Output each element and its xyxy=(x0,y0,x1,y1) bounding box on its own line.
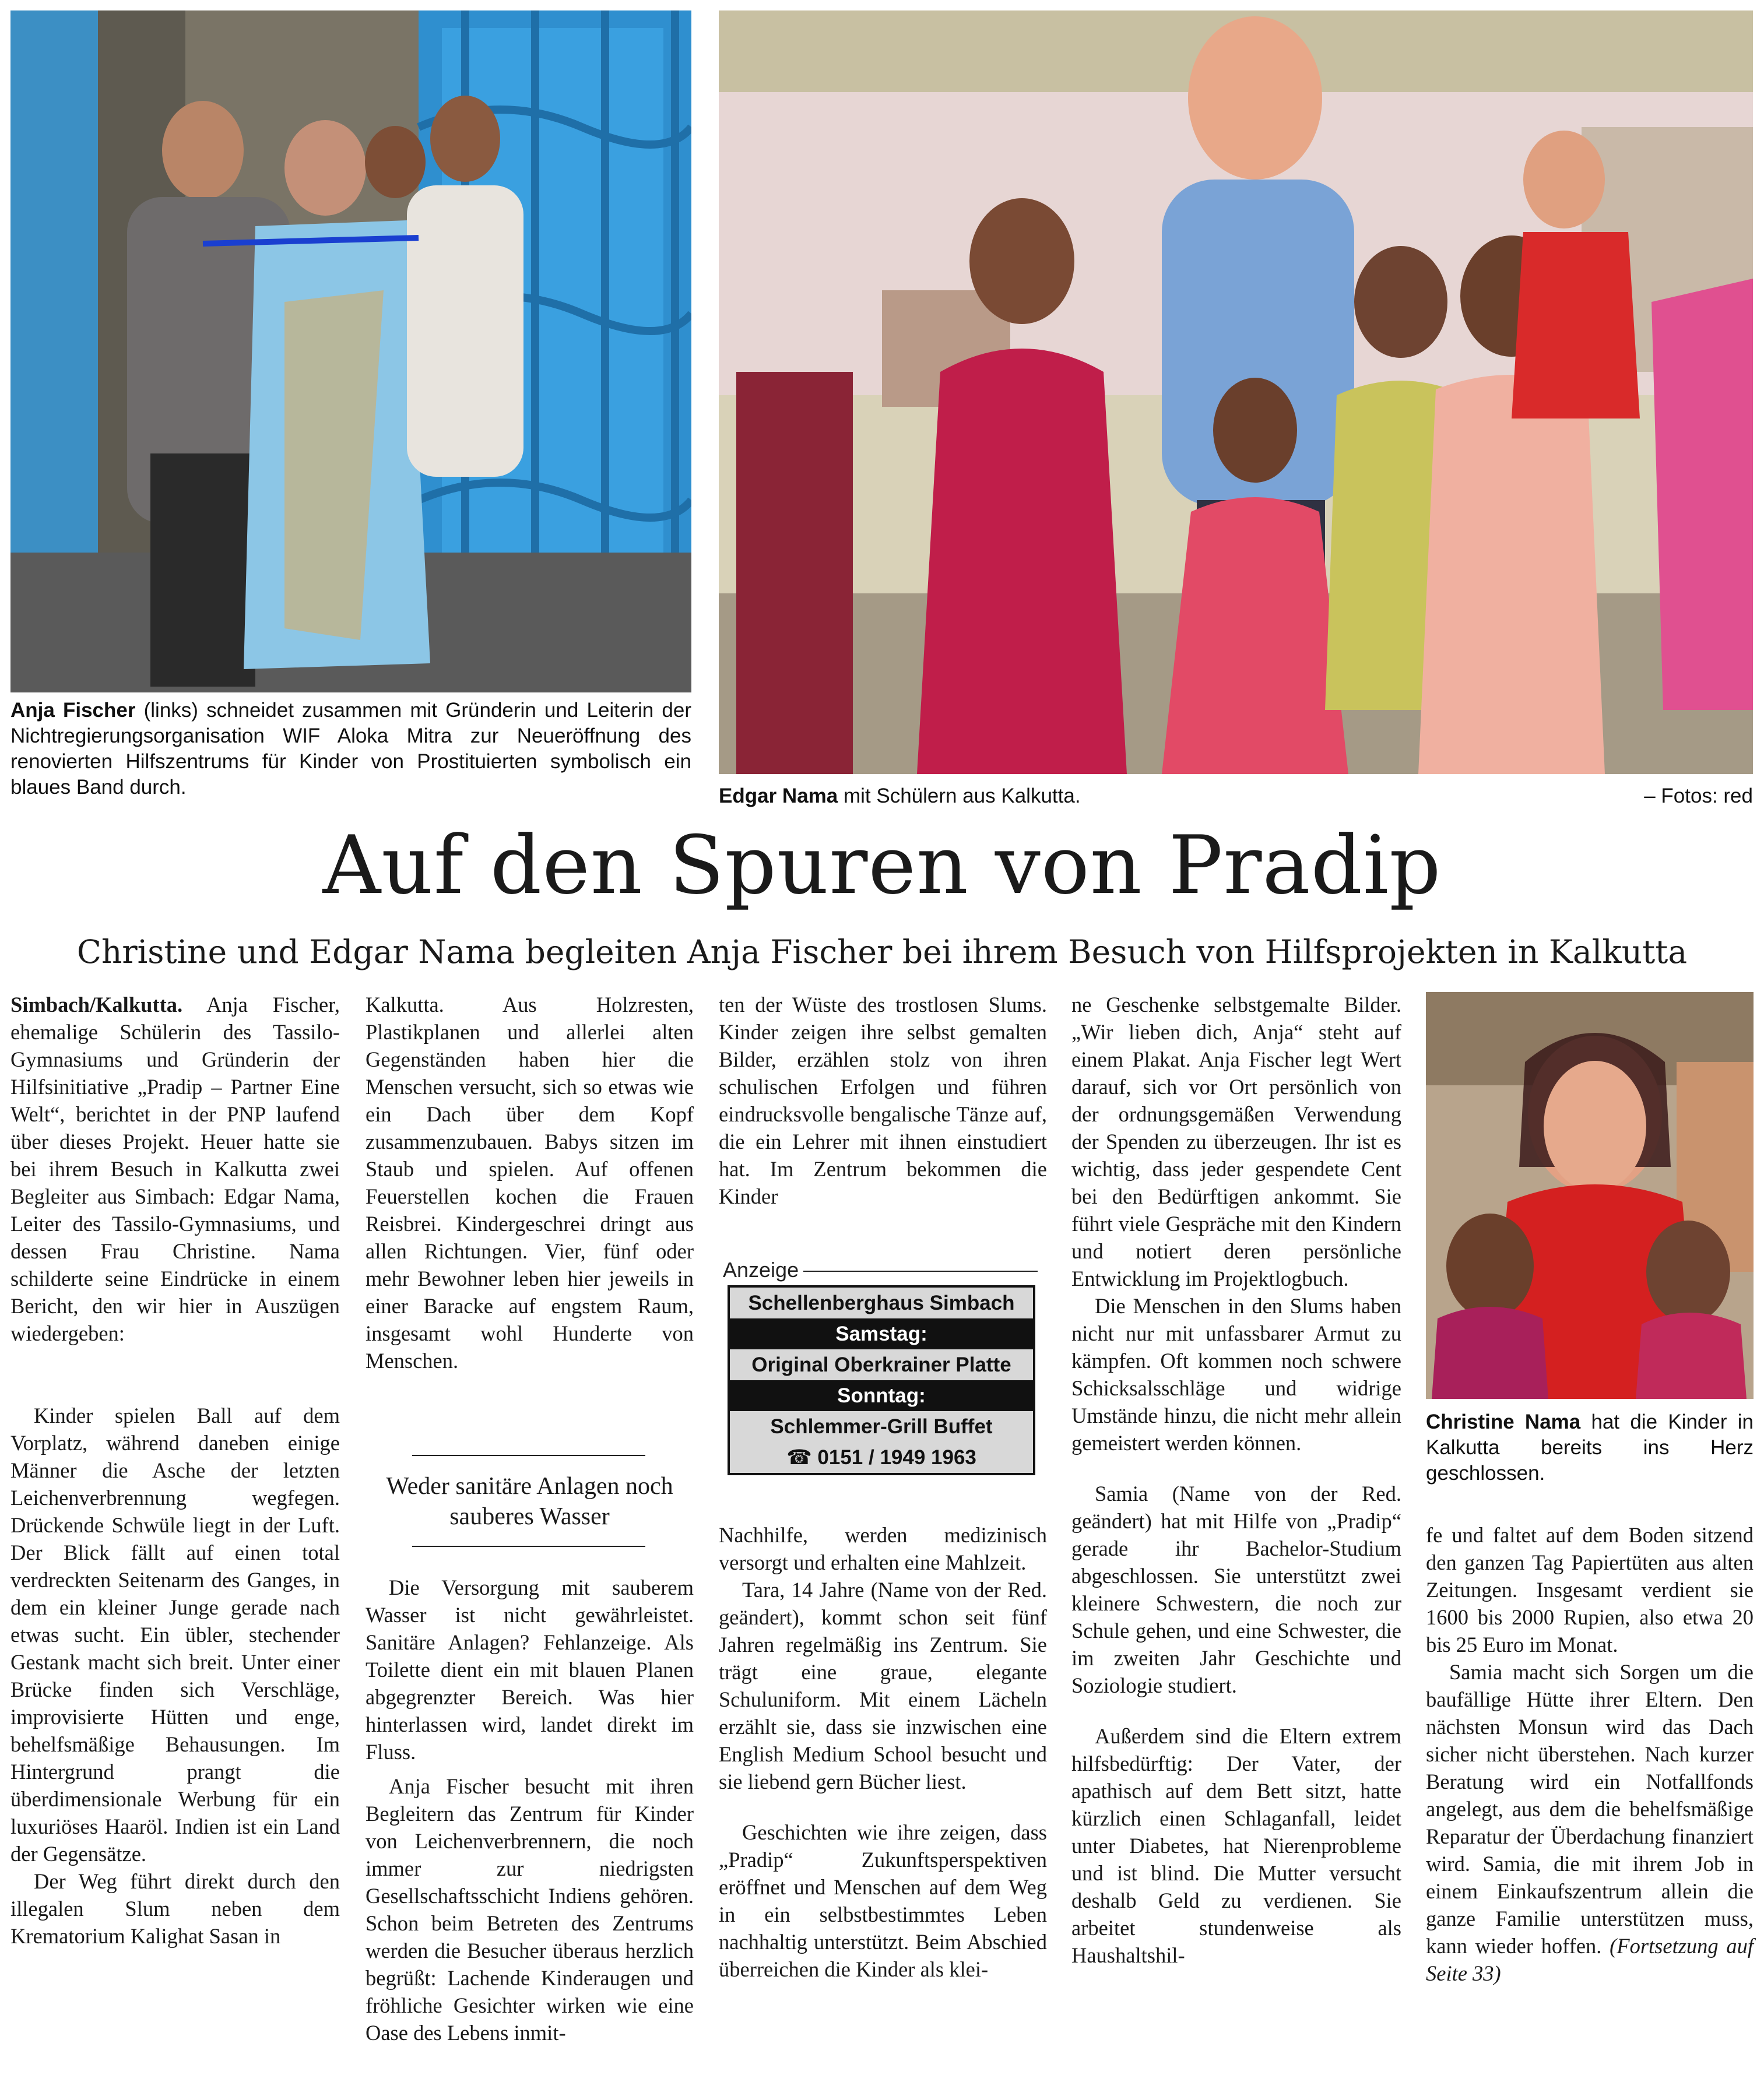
ad-line: Samstag: xyxy=(730,1318,1033,1349)
article-column-2 xyxy=(366,991,694,1374)
paragraph xyxy=(1426,1658,1754,1987)
left-photo-caption xyxy=(10,698,691,800)
paragraph: Außerdem sind die Eltern extrem hilfsbedürftig: Der Vater, der apathisch auf dem Bett sitzt, hatte kürzlich einen Schlaganfall, leidet unter Diabetes, hat Nierenprobleme und ist blind. Die Mutter versucht deshalb Geld zu verdienen. Sie arbeitet stundenweise als Haushaltshil- xyxy=(1071,1724,1401,1967)
dateline: Simbach/Kalkutta. xyxy=(10,993,183,1017)
caption-name: Anja Fischer xyxy=(10,699,136,722)
paragraph: Kalkutta. Aus Holzresten, Plastikplanen und allerlei alten Gegenständen haben hier die Menschen versucht, sich so etwas wie ein Dach über dem Kopf zusammenzubauen. Babys sitzen im Staub und spielen. Auf offenen Feuerstellen kochen die Frauen Reisbrei. Kindergeschrei dringt aus allen Richtungen. Vier, fünf oder mehr Bewohner leben hier jeweils in einer Baracke auf engstem Raum, insgesamt wohl Hunderte von Menschen. xyxy=(366,993,694,1373)
photo-ribbon-cutting xyxy=(10,10,691,692)
paragraph: Samia (Name von der Red. geändert) hat mit Hilfe von „Pradip“ gerade ihr Bachelor-Studium abgeschlossen. Sie unterstützt zwei kleinere Schwestern, die noch zur Schule gehen, und eine Schwester, die im zweiten Jahr Geschichte und Soziologie studiert. xyxy=(1071,1482,1401,1697)
section-subhead: Weder sanitäre Anlagen noch sauberes Wasser xyxy=(386,1473,673,1530)
ad-line: Schlemmer-Grill Buffet xyxy=(730,1411,1033,1442)
article-column-1 xyxy=(10,991,340,1950)
continued-note: (Fortsetzung auf Seite 33) xyxy=(1426,1934,1754,1985)
paragraph: Der Weg führt direkt durch den illegalen Slum neben dem Krematorium Kalighat Sasan in xyxy=(10,1869,340,1948)
caption-text: hat die Kinder in Kalkutta bereits ins Herz geschlossen. xyxy=(1426,1411,1754,1485)
article-column-3 xyxy=(719,991,1047,1210)
caption-text: (links) schneidet zusammen mit Gründerin und Leiterin der Nichtregierungsorganisation WIF Aloka Mitra zur Neueröffnung des renovierten Hilfszentrums für Kinder von Prostituierten symbolisch ein blaues Band durch. xyxy=(10,699,691,799)
caption-name: Christine Nama xyxy=(1426,1411,1581,1433)
article-column-3b xyxy=(719,1521,1047,1983)
photo-edgar-with-students xyxy=(719,10,1753,774)
caption-name: Edgar Nama xyxy=(719,785,838,807)
paragraph: ten der Wüste des trostlosen Slums. Kinder zeigen ihre selbst gemalten Bilder, erzählen stolz von ihren schulischen Erfolgen und führen eindrucksvolle bengalische Tänze auf, die ein Lehrer mit ihnen einstudiert hat. Im Zentrum bekommen die Kinder xyxy=(719,993,1047,1208)
headline: Auf den Spuren von Pradip xyxy=(322,818,1442,912)
paragraph: Tara, 14 Jahre (Name von der Red. geändert), kommt schon seit fünf Jahren regelmäßig ins Zentrum. Sie trägt eine graue, elegante Schuluniform. Mit einem Lächeln erzählt sie, dass sie inzwischen eine English Medium School besucht und sie liebend gern Bücher liest. xyxy=(719,1578,1047,1793)
paragraph: Die Menschen in den Slums haben nicht nur mit unfassbarer Armut zu kämpfen. Oft kommen noch schwere Schicksalsschläge und widrige Umstände hinzu, die nicht mehr allein gemeistert werden können. xyxy=(1071,1294,1401,1455)
ad-phone: ☎ 0151 / 1949 1963 xyxy=(730,1442,1033,1473)
paragraph: Die Versorgung mit sauberem Wasser ist nicht gewährleistet. Sanitäre Anlagen? Fehlanzeige. Als Toilette dient ein mit blauen Planen abgegrenzter Bereich. Was hier hinterlassen wird, landet direkt im Fluss. xyxy=(366,1575,694,1764)
advertisement xyxy=(728,1285,1035,1475)
article-column-4 xyxy=(1071,991,1401,1969)
photo-credit: – Fotos: red xyxy=(1644,785,1753,807)
ad-line: Schellenberghaus Simbach xyxy=(730,1288,1033,1318)
paragraph-text: Samia macht sich Sorgen um die baufällige Hütte ihrer Eltern. Den nächsten Monsun wird das Dach sicher nicht überstehen. Nach kurzer Beratung wird ein Notfallfonds angelegt, aus dem die behelfsmäßige Reparatur der Überdachung finanziert wird. Samia, die mit ihrem Job in einem Einkaufszentrum allein die ganze Familie unterstützen muss, kann wieder hoffen. xyxy=(1426,1660,1754,1958)
paragraph: Kinder spielen Ball auf dem Vorplatz, während daneben einige Männer die Asche der letzten Leichenverbrennung wegfegen. Drückende Schwüle liegt in der Luft. Der Blick fällt auf einen total verdreckten Seitenarm des Ganges, in dem ein kleiner Junge gerade nach etwas sucht. Ein übler, stechender Gestank macht sich breit. Unter einer Brücke finden sich Verschläge, improvisierte Hütten und enge, behelfsmäßige Behausungen. Im Hintergrund prangt die überdimensionale Werbung für ein luxuriöses Haaröl. Indien ist ein Land der Gegensätze. xyxy=(10,1404,340,1866)
paragraph: Geschichten wie ihre zeigen, dass „Pradip“ Zukunftsperspektiven eröffnet und Menschen auf dem Weg in ein selbstbestimmtes Leben nachhaltig unterstützt. Beim Abschied überreichen die Kinder als klei- xyxy=(719,1820,1047,1981)
paragraph: ne Geschenke selbstgemalte Bilder. „Wir lieben dich, Anja“ steht auf einem Plakat. Anja Fischer legt Wert darauf, sich vor Ort persönlich von der ordnungsgemäßen Verwendung der Spenden zu überzeugen. Ihr ist es wichtig, dass jeder gespendete Cent bei den Bedürftigen ankommt. Sie führt viele Gespräche mit den Kindern und notiert deren persönliche Entwicklung im Projektlogbuch. xyxy=(1071,993,1401,1290)
ad-line: Sonntag: xyxy=(730,1380,1033,1411)
ad-label: Anzeige xyxy=(723,1258,803,1282)
paragraph: fe und faltet auf dem Boden sitzend den ganzen Tag Papiertüten aus alten Zeitungen. Insgesamt verdient sie 1600 bis 2000 Rupien, also etwa 20 bis 25 Euro im Monat. xyxy=(1426,1523,1754,1657)
subhead-rule-bottom xyxy=(412,1546,645,1547)
subhead-rule-top xyxy=(412,1455,645,1456)
paragraph: Nachhilfe, werden medizinisch versorgt und erhalten eine Mahlzeit. xyxy=(719,1523,1047,1574)
ad-line: Original Oberkrainer Platte xyxy=(730,1349,1033,1380)
paragraph: Anja Fischer besucht mit ihren Begleitern das Zentrum für Kinder von Leichenverbrennern, die noch immer zur niedrigsten Gesellschaftsschicht Indiens gehören. Schon beim Betreten des Zentrums werden die Besucher überaus herzlich begrüßt: Lachende Kinderaugen und fröhliche Gesichter wirken wie eine Oase des Lebens inmit- xyxy=(366,1774,694,2045)
right-photo-caption xyxy=(1426,1409,1754,1486)
center-photo-caption xyxy=(719,783,1477,809)
photo-christine-with-kids xyxy=(1426,992,1754,1399)
article-column-5 xyxy=(1426,1521,1754,1987)
caption-text: mit Schülern aus Kalkutta. xyxy=(838,785,1081,807)
intro-text: Anja Fischer, ehemalige Schülerin des Tassilo-Gymnasiums und Gründerin der Hilfsinitiative „Pradip – Partner Eine Welt“, berichtet in der PNP laufend über dieses Projekt. Heuer hatte sie bei ihrem Besuch in Kalkutta zwei Begleiter aus Simbach: Edgar Nama, Leiter des Tassilo-Gymnasiums, und dessen Frau Christine. Nama schilderte seine Eindrücke in einem Bericht, den wir hier in Auszügen wiedergeben: xyxy=(10,993,340,1345)
article-column-2b xyxy=(366,1574,694,2046)
subheadline: Christine und Edgar Nama begleiten Anja Fischer bei ihrem Besuch von Hilfsprojekten in Kalkutta xyxy=(76,933,1688,970)
